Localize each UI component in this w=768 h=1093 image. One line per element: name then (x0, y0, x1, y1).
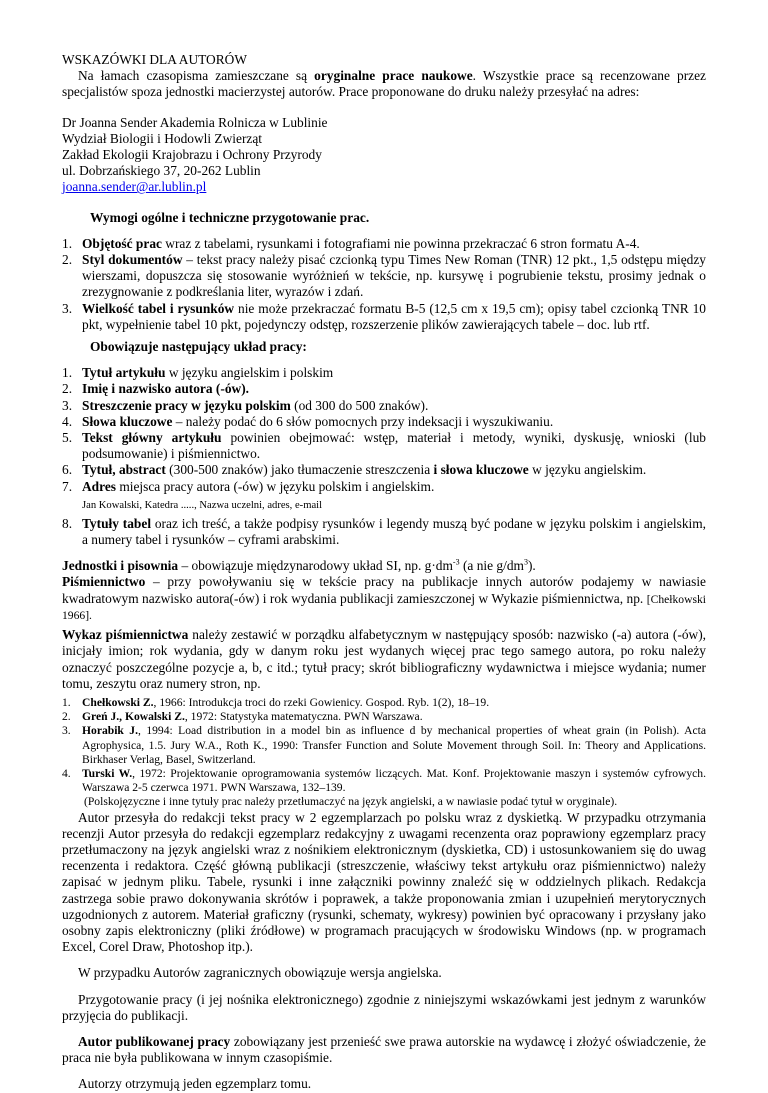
document-page (62, 52, 706, 1093)
document-title: WSKAZÓWKI DLA AUTORÓW (62, 52, 247, 67)
list-item: 3. Wielkość tabel i rysunków nie może przekraczać formatu B-5 (12,5 cm x 19,5 cm); opisy tabel czcionką TNR 10 pkt, wypełnienie tabel 10 pkt, pojedynczy odstęp, rozszerzenie plików zawierających tabele – doc. lub rtf. (62, 300, 706, 332)
list-item: 5. Tekst główny artykułu powinien obejmować: wstęp, materiał i metody, wyniki, dyskusję, wnioski (lub podsumowanie) i piśmiennictwo. (62, 430, 706, 462)
units-paragraph: Jednostki i pisownia – obowiązuje międzynarodowy układ SI, np. $g\cdot dm^{-3}$ (a nie $g/dm^3$). (62, 557, 536, 574)
list-item: 1. Tytuł artykułu w języku angielskim i polskim (62, 365, 334, 381)
requirements-list (62, 236, 706, 333)
email-link[interactable]: joanna.sender@ar.lublin.pl (62, 179, 207, 195)
layout-list (62, 365, 706, 495)
list-item: 8. Tytuły tabel oraz ich treść, a także podpisy rysunków i legendy muszą być podane w języku polskim i angielskim, a numery tabel i rysunków – cyframi arabskimi. (62, 515, 707, 548)
references-list (62, 696, 706, 795)
list-item: 2. Imię i nazwisko autora (-ów). (62, 381, 249, 397)
address-line: Zakład Ekologii Krajobrazu i Ochrony Przyrody (62, 147, 322, 163)
foreign-authors-paragraph: W przypadku Autorów zagranicznych obowiązuje wersja angielska. (78, 965, 442, 981)
list-item: 4. Słowa kluczowe – należy podać do 6 słów pomocnych przy indeksacji i wyszukiwaniu. (62, 413, 554, 429)
intro-paragraph: Na łamach czasopisma zamieszczane są oryginalne prace naukowe. Wszystkie prace są recenzowane przez specjalistów spoza jednostki macierzystej autorów. Prace proponowane do druku należy przesyłać na adres: (62, 68, 706, 100)
requirements-heading: Wymogi ogólne i techniczne przygotowanie prac. (90, 209, 370, 225)
address-example: Jan Kowalski, Katedra ....., Nazwa uczelni, adres, e-mail (82, 499, 323, 511)
citations-paragraph: Piśmiennictwo – przy powoływaniu się w tekście pracy na publikacje innych autorów podajemy w nawiasie kwadratowym nazwisko autora(-ów) i rok wydania publikacji zamieszczonej w Wykazie piśmiennictwa, np. [Chełkowski 1966]. (62, 574, 706, 622)
list-item: 3. Streszczenie pracy w języku polskim (od 300 do 500 znaków). (62, 397, 429, 413)
address-line: Wydział Biologii i Hodowli Zwierząt (62, 130, 263, 146)
procedure-paragraph: Autor przesyła do redakcji tekst pracy w 2 egzemplarzach po polsku wraz z dyskietką. W przypadku otrzymania recenzji Autor przesyła do redakcji egzemplarz redakcyjny z uwagami recenzenta oraz poprawiony egzemplarz pracy przetłumaczony na język angielski wraz z nośnikiem elektronicznym (dyskietka, CD) i ustosunkowaniem się do uwag recenzenta i redaktora. Część główną publikacji (streszczenie, właściwy tekst artykułu oraz piśmiennictwo) należy zapisać w jednym pliku. Tabele, rysunki i inne załączniki powinny znaleźć się w oddzielnych plikach. Redakcja zastrzega sobie prawo dokonywania skrótów i poprawek, a także proponowania zmian i uzupełnień merytorycznych uzgodnionych z autorem. Materiał graficzny (rysunki, schematy, wykresy) powinien być opracowany i przysłany jako osobny zapis elektroniczny (pliki źródłowe) w programach pracujących w środowisku Windows (np. w programach Excel, Corel Draw, Photoshop itp.). (62, 809, 706, 955)
translation-note: (Polskojęzyczne i inne tytuły prac należy przetłumaczyć na język angielski, a w nawiasie podać tytuł w oryginale). (84, 795, 618, 809)
layout-heading: Obowiązuje następujący układ pracy: (90, 339, 307, 355)
condition-paragraph: Przygotowanie pracy (i jej nośnika elektronicznego) zgodnie z niniejszymi wskazówkami jest jednym z warunków przyjęcia do publikacji. (62, 991, 706, 1023)
reference-item: 1. Chełkowski Z., 1966: Introdukcja troci do rzeki Gowienicy. Gospod. Ryb. 1(2), 18–19. (62, 695, 490, 709)
list-item: 7. Adres miejsca pracy autora (-ów) w języku polskim i angielskim. (62, 478, 435, 494)
reference-item: 2. Greń J., Kowalski Z., 1972: Statystyka matematyczna. PWN Warszawa. (62, 710, 423, 724)
reference-item: 4. Turski W., 1972: Projektowanie oprogramowania systemów liczących. Mat. Konf. Projektowanie maszyn i systemów cyfrowych. Warszawa 2-5 czerwca 1971. PWN Warszawa, 132–139. (62, 766, 707, 795)
layout-list-continued (62, 516, 706, 548)
list-item: 2. Styl dokumentów – tekst pracy należy pisać czcionką typu Times New Roman (TNR) 12 pkt., 1,5 odstępu między wierszami, dopuszcza się stosowanie wyróżnień w tekście, np. kursywę i pogrubienie tekstu, prosimy jednak o zrezygnowanie z podkreślania liter, wyrazów i zdań. (62, 252, 706, 300)
address-block (62, 115, 706, 196)
address-line: ul. Dobrzańskiego 37, 20-262 Lublin (62, 163, 261, 179)
list-item: 6. Tytuł, abstract (300-500 znaków) jako tłumaczenie streszczenia i słowa kluczowe w języku angielskim. (62, 462, 647, 478)
list-item: 1. Objętość prac wraz z tabelami, rysunkami i fotografiami nie powinna przekraczać 6 stron formatu A-4. (62, 235, 640, 251)
address-line: Dr Joanna Sender Akademia Rolnicza w Lublinie (62, 114, 328, 130)
copyright-paragraph: Autor publikowanej pracy zobowiązany jest przenieść swe prawa autorskie na wydawcę i złożyć oświadczenie, że praca nie była publikowana w innym czasopiśmie. (62, 1033, 706, 1066)
reference-item: 3. Horabik J., 1994: Load distribution in a model bin as influence d by mechanical properties of wheat grain (in Polish). Acta Agrophysica, 1.5. Jury W.A., Roth K., 1990: Transfer Function and Solute Movement through Soil. In: Theory and Applications. Birkhaser Verlag, Basel, Switzerland. (62, 724, 706, 766)
copies-paragraph: Autorzy otrzymują jeden egzemplarz tomu. (78, 1076, 312, 1092)
references-paragraph: Wykaz piśmiennictwa należy zestawić w porządku alfabetycznym w następujący sposób: nazwisko (-a) autora (-ów), inicjały imion; rok wydania, gdy w danym roku jest wydanych więcej prac tego samego autora, po roku należy oznaczyć poszczególne pozycje a, b, c itd.; tytuł pracy; skrót bibliograficzny wydawnictwa i miejsce wydania; numer tomu, zeszytu oraz numery stron, np. (62, 627, 707, 691)
